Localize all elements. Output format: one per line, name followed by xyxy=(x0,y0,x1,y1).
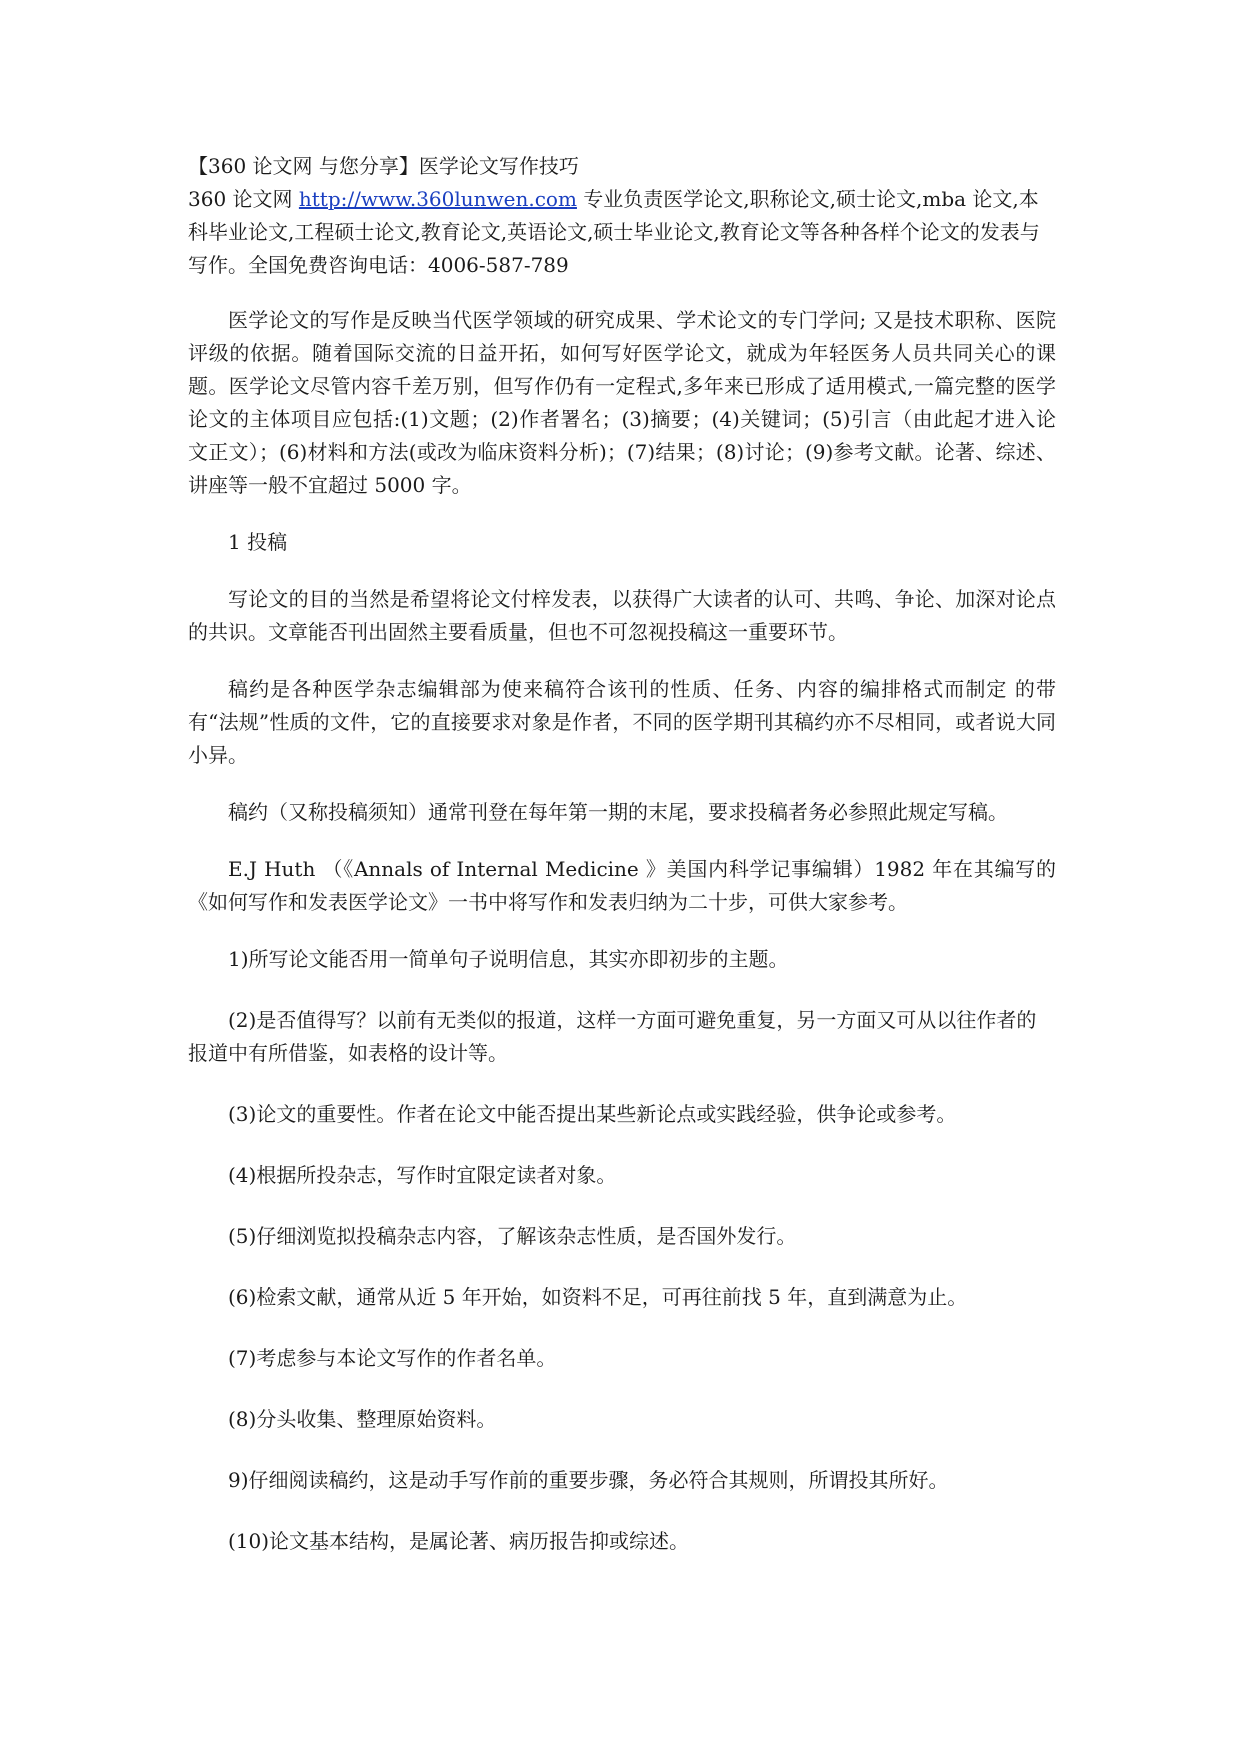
intro-paragraph: 医学论文的写作是反映当代医学领域的研究成果、学术论文的专门学问; 又是技术职称、医院评级的依据。随着国际交流的日益开拓，如何写好医学论文，就成为年轻医务人员共同关心的课题。医学论文尽管内容千差万别，但写作仍有一定程式,多年来已形成了适用模式,一篇完整的医学论文的主体项目应包括:(1)文题；(2)作者署名；(3)摘要；(4)关键词；(5)引言（由此起才进入论文正文）；(6)材料和方法(或改为临床资料分析)；(7)结果；(8)讨论；(9)参考文献。论著、综述、讲座等一般不宜超过 5000 字。 xyxy=(188,308,1056,497)
document-header xyxy=(188,150,1056,282)
list-item: (2)是否值得写？以前有无类似的报道，这样一方面可避免重复，另一方面又可从以往作者的报道中有所借鉴，如表格的设计等。 xyxy=(188,1008,1037,1065)
list-item: (8)分头收集、整理原始资料。 xyxy=(228,1407,497,1431)
list-item: 1)所写论文能否用一简单句子说明信息，其实亦即初步的主题。 xyxy=(228,947,789,971)
huth-paragraph: E.J Huth （《Annals of Internal Medicine 》美国内科学记事编辑）1982 年在其编写的《如何写作和发表医学论文》一书中将写作和发表归纳为二十步，可供大家参考。 xyxy=(188,857,1056,914)
website-link[interactable]: http://www.360lunwen.com xyxy=(298,187,577,211)
list-item: (3)论文的重要性。作者在论文中能否提出某些新论点或实践经验，供争论或参考。 xyxy=(228,1102,957,1126)
list-item: (4)根据所投杂志，写作时宜限定读者对象。 xyxy=(228,1163,617,1187)
guidelines-paragraph: 稿约是各种医学杂志编辑部为使来稿符合该刊的性质、任务、内容的编排格式而制定 的带有“法规”性质的文件，它的直接要求对象是作者，不同的医学期刊其稿约亦不尽相同，或者说大同小异。 xyxy=(188,677,1056,767)
notice-paragraph: 稿约（又称投稿须知）通常刊登在每年第一期的末尾，要求投稿者务必参照此规定写稿。 xyxy=(228,800,1008,824)
document-title: 【360 论文网 与您分享】医学论文写作技巧 xyxy=(188,154,579,178)
document-page xyxy=(188,150,1056,1586)
section-heading: 1 投稿 xyxy=(228,530,288,554)
intro-line xyxy=(188,183,1056,282)
intro-suffix: 专业负责医学论文,职称论文,硕士论文,mba 论文,本科毕业论文,工程硕士论文,教育论文,英语论文,硕士毕业论文,教育论文等各种各样个论文的发表与写作。全国免费咨询电话：4006-587-789 xyxy=(188,187,1040,277)
intro-prefix: 360 论文网 xyxy=(188,187,299,211)
list-item: (7)考虑参与本论文写作的作者名单。 xyxy=(228,1346,557,1370)
steps-list xyxy=(188,943,1056,1558)
list-item: (5)仔细浏览拟投稿杂志内容，了解该杂志性质，是否国外发行。 xyxy=(228,1224,797,1248)
list-item: (10)论文基本结构，是属论著、病历报告抑或综述。 xyxy=(228,1529,690,1553)
list-item: (6)检索文献，通常从近 5 年开始，如资料不足，可再往前找 5 年，直到满意为止。 xyxy=(228,1285,968,1309)
list-item: 9)仔细阅读稿约，这是动手写作前的重要步骤，务必符合其规则，所谓投其所好。 xyxy=(228,1468,949,1492)
purpose-paragraph: 写论文的目的当然是希望将论文付梓发表，以获得广大读者的认可、共鸣、争论、加深对论点的共识。文章能否刊出固然主要看质量，但也不可忽视投稿这一重要环节。 xyxy=(188,587,1056,644)
